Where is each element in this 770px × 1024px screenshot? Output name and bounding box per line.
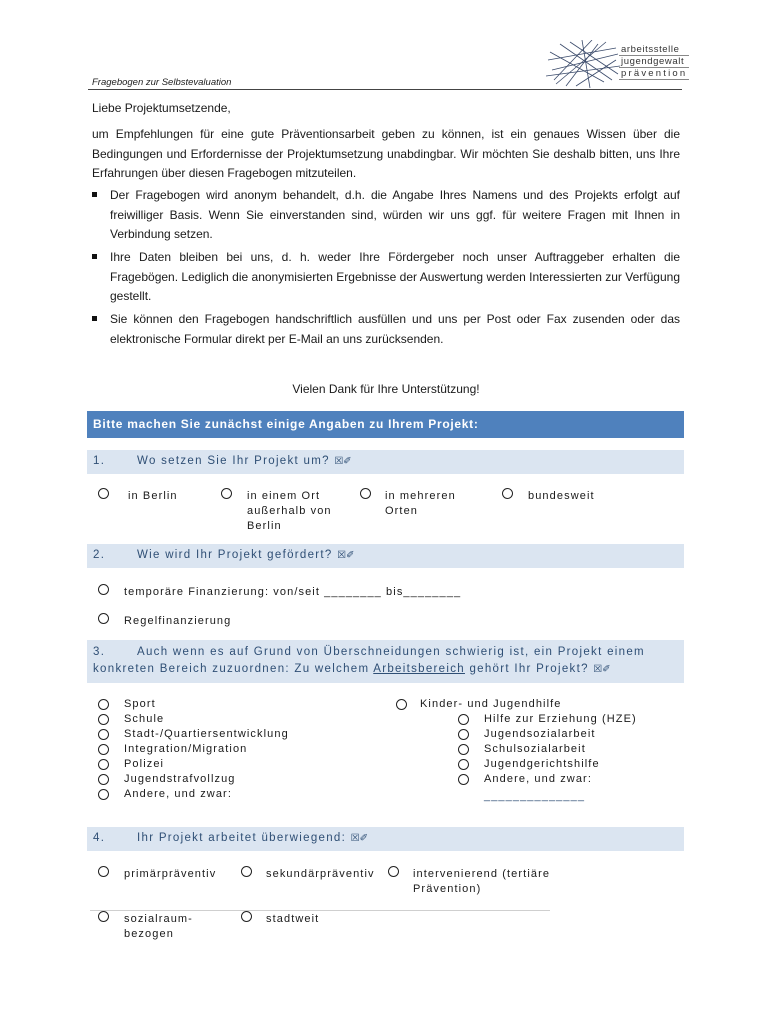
bullet-text: Der Fragebogen wird anonym behandelt, d.h. die Angabe Ihres Namens und des Projekts erfolgt auf freiwilliger Basis. Wenn Sie einverstanden sind, würden wir uns ggf. für weitere Fragen mit Ihnen in Verbindung setzen. (110, 188, 680, 241)
radio-option[interactable] (98, 787, 109, 805)
option-label: Sport (124, 698, 156, 710)
left-option-labels (124, 697, 289, 802)
greeting: Liebe Projektumsetzende, (92, 101, 231, 115)
thanks-text: Vielen Dank für Ihre Unterstützung! (292, 382, 480, 396)
logo-line-3: prävention (621, 68, 688, 79)
radio-circle-icon[interactable] (98, 584, 109, 595)
question-text: Wo setzen Sie Ihr Projekt um? ☒✐ (137, 455, 352, 467)
radio-circle-icon[interactable] (98, 759, 109, 770)
intro-paragraph: um Empfehlungen für eine gute Präventionsarbeit geben zu können, ist ein genaues Wissen über die Bedingungen und Erfordernisse der Projektumsetzung unabdingbar. Wir möchten Sie deshalb bitten, uns Ihre Erfahrungen über diesen Fragebogen mitzuteilen. (92, 127, 680, 180)
radio-option[interactable] (98, 584, 109, 600)
option-label: stadtweit (266, 913, 320, 925)
option-label: sozialraum-bezogen (124, 913, 193, 940)
radio-circle-icon[interactable] (98, 488, 109, 499)
divider (90, 910, 550, 911)
radio-option[interactable] (458, 772, 469, 790)
option-label: Polizei (124, 758, 165, 770)
kinder-jugendhilfe-label: Kinder- und Jugendhilfe (420, 698, 562, 710)
radio-option[interactable] (396, 697, 407, 715)
radio-circle-icon[interactable] (98, 699, 109, 710)
question-text: Wie wird Ihr Projekt gefördert? ☒✐ (137, 549, 355, 561)
option-label: Schulsozialarbeit (484, 743, 586, 755)
option-label: Jugendstrafvollzug (124, 773, 236, 785)
option-label: bundesweit (528, 490, 595, 502)
option-label: Jugendgerichtshilfe (484, 758, 600, 770)
option-label: Stadt-/Quartiersentwicklung (124, 728, 289, 740)
question-number: 2. (93, 549, 106, 561)
radio-circle-icon[interactable] (98, 866, 109, 877)
logo-text (619, 44, 689, 80)
question-number: 3. (93, 646, 106, 658)
checkbox-pen-icon: ☒✐ (334, 456, 352, 467)
option-label: Andere, und zwar: (484, 773, 592, 785)
logo (546, 40, 686, 88)
radio-circle-icon[interactable] (458, 774, 469, 785)
radio-circle-icon[interactable] (458, 744, 469, 755)
question-text: Auch wenn es auf Grund von Überschneidungen schwierig ist, ein Projekt einem (137, 646, 645, 658)
radio-circle-icon[interactable] (98, 613, 109, 624)
radio-circle-icon[interactable] (458, 714, 469, 725)
radio-circle-icon[interactable] (98, 789, 109, 800)
option-label: sekundärpräventiv (266, 868, 375, 880)
radio-option[interactable] (360, 488, 371, 504)
radio-option[interactable] (241, 911, 252, 927)
radio-circle-icon[interactable] (98, 744, 109, 755)
radio-circle-icon[interactable] (98, 714, 109, 725)
radio-option[interactable] (98, 488, 109, 504)
radio-circle-icon[interactable] (221, 488, 232, 499)
logo-mark-icon (546, 40, 626, 88)
option-label: Schule (124, 713, 165, 725)
checkbox-pen-icon: ☒✐ (337, 550, 355, 561)
option-label: Integration/Migration (124, 743, 248, 755)
checkbox-pen-icon: ☒✐ (350, 833, 368, 844)
radio-option[interactable] (502, 488, 513, 504)
radio-circle-icon[interactable] (241, 911, 252, 922)
radio-option[interactable] (241, 866, 252, 882)
option-label: temporäre Finanzierung: von/seit ________ bis________ (124, 586, 462, 598)
question-number: 1. (93, 455, 106, 467)
bullet-square-icon (92, 192, 97, 197)
document-title: Fragebogen zur Selbstevaluation (92, 77, 232, 88)
bullet-text: Ihre Daten bleiben bei uns, d. h. weder Ihre Fördergeber noch unser Auftraggeber erhalten die Fragebögen. Lediglich die anonymisierten Ergebnisse der Auswertung werden Interessierten zur Verfügung gestellt. (110, 250, 680, 303)
bullet-text: Sie können den Fragebogen handschriftlich ausfüllen und uns per Post oder Fax zusenden oder das elektronische Formular direkt per E-Mail an uns zurücksenden. (110, 312, 680, 346)
radio-option[interactable] (98, 911, 109, 927)
option-label: primärpräventiv (124, 868, 217, 880)
question-2-header (87, 544, 684, 568)
radio-circle-icon[interactable] (360, 488, 371, 499)
question-1-header (87, 450, 684, 474)
question-4-header (87, 827, 684, 851)
option-label: in Berlin (128, 490, 178, 502)
question-text-line-2: konkreten Bereich zuzuordnen: Zu welchem Arbeitsbereich gehört Ihr Projekt? ☒✐ (93, 663, 611, 675)
radio-option[interactable] (388, 866, 399, 882)
option-label: Jugendsozialarbeit (484, 728, 596, 740)
question-number: 4. (93, 832, 106, 844)
blank-line[interactable]: ______________ (484, 790, 586, 802)
radio-circle-icon[interactable] (502, 488, 513, 499)
checkbox-pen-icon: ☒✐ (593, 664, 611, 675)
radio-circle-icon[interactable] (458, 729, 469, 740)
logo-line-2: jugendgewalt (619, 56, 689, 68)
radio-circle-icon[interactable] (396, 699, 407, 710)
logo-line-1: arbeitsstelle (619, 44, 689, 56)
option-label: in einem Ort außerhalb von Berlin (247, 490, 332, 532)
bullet-square-icon (92, 316, 97, 321)
section-header: Bitte machen Sie zunächst einige Angaben zu Ihrem Projekt: (87, 411, 684, 438)
header-rule (88, 89, 682, 90)
question-3-header (87, 640, 684, 683)
option-label: Regelfinanzierung (124, 615, 232, 627)
radio-option[interactable] (98, 613, 109, 629)
radio-circle-icon[interactable] (241, 866, 252, 877)
option-label: in mehreren Orten (385, 490, 456, 517)
option-label: Andere, und zwar: (124, 788, 232, 800)
radio-circle-icon[interactable] (458, 759, 469, 770)
radio-circle-icon[interactable] (388, 866, 399, 877)
right-option-labels (484, 712, 637, 804)
radio-circle-icon[interactable] (98, 729, 109, 740)
radio-option[interactable] (98, 866, 109, 882)
radio-option[interactable] (221, 488, 232, 504)
bullet-square-icon (92, 254, 97, 259)
radio-circle-icon[interactable] (98, 774, 109, 785)
radio-circle-icon[interactable] (98, 911, 109, 922)
arbeitsbereich-link[interactable]: Arbeitsbereich (373, 663, 465, 675)
question-text: Ihr Projekt arbeitet überwiegend: ☒✐ (137, 832, 368, 844)
option-label: Hilfe zur Erziehung (HZE) (484, 713, 637, 725)
option-label: intervenierend (tertiäre Prävention) (413, 868, 551, 895)
